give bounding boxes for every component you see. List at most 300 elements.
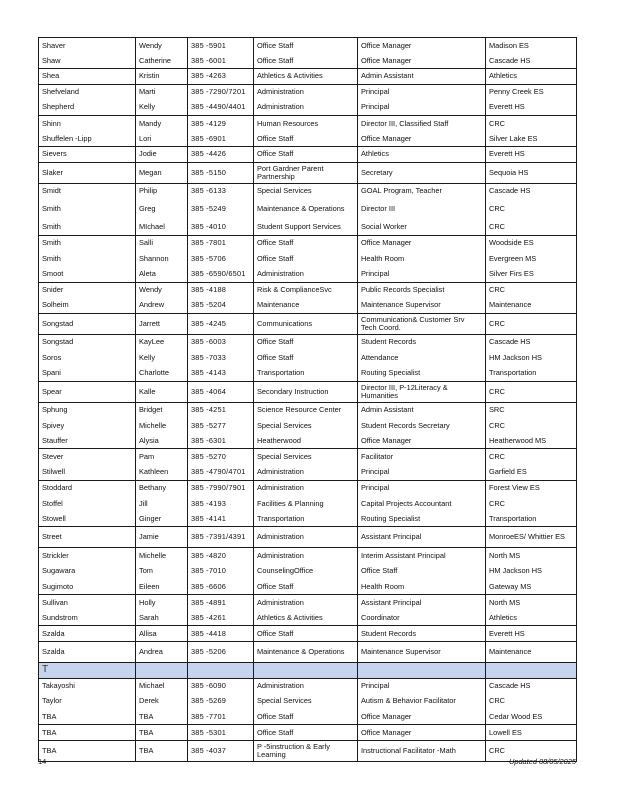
last-name-cell: Sugimoto — [39, 579, 136, 595]
first-name-cell: KayLee — [136, 334, 188, 350]
department-cell: Administration — [254, 100, 358, 116]
job-title-cell: Office Manager — [358, 38, 486, 54]
job-title-cell: Secretary — [358, 162, 486, 183]
department-cell: Administration — [254, 548, 358, 564]
phone-cell: 385 -6001 — [188, 53, 254, 69]
location-cell: SRC — [486, 402, 577, 418]
department-cell: Office Staff — [254, 725, 358, 741]
location-cell: Lowell ES — [486, 725, 577, 741]
phone-cell: 385 -4820 — [188, 548, 254, 564]
location-cell: Everett HS — [486, 147, 577, 163]
first-name-cell: Michael — [136, 678, 188, 694]
department-cell: Special Services — [254, 449, 358, 465]
table-row — [39, 564, 577, 580]
location-cell: Transportation — [486, 511, 577, 527]
job-title-cell: Public Records Specialist — [358, 282, 486, 298]
last-name-cell: Shepherd — [39, 100, 136, 116]
job-title-cell: Attendance — [358, 350, 486, 366]
table-row — [39, 84, 577, 100]
last-name-cell: Shuffelen -Lipp — [39, 131, 136, 147]
table-row — [39, 694, 577, 710]
location-cell: HM Jackson HS — [486, 564, 577, 580]
job-title-cell: Office Manager — [358, 709, 486, 725]
first-name-cell: Sarah — [136, 610, 188, 626]
location-cell: CRC — [486, 381, 577, 402]
first-name-cell: Wendy — [136, 282, 188, 298]
table-row — [39, 147, 577, 163]
department-cell: Administration — [254, 678, 358, 694]
first-name-cell: Shannon — [136, 251, 188, 267]
table-row — [39, 199, 577, 220]
department-cell: Athletics & Activities — [254, 610, 358, 626]
first-name-cell: TBA — [136, 725, 188, 741]
job-title-cell: Student Records — [358, 334, 486, 350]
last-name-cell: TBA — [39, 725, 136, 741]
first-name-cell: Kalle — [136, 381, 188, 402]
last-name-cell: Smoot — [39, 267, 136, 283]
department-cell: Administration — [254, 527, 358, 548]
job-title-cell: Routing Specialist — [358, 366, 486, 382]
location-cell: CRC — [486, 694, 577, 710]
first-name-cell: Philip — [136, 183, 188, 199]
job-title-cell: Athletics — [358, 147, 486, 163]
job-title-cell: Health Room — [358, 251, 486, 267]
first-name-cell: Bridget — [136, 402, 188, 418]
location-cell: CRC — [486, 313, 577, 334]
location-cell: Cascade HS — [486, 334, 577, 350]
last-name-cell: Shaw — [39, 53, 136, 69]
last-name-cell: Solheim — [39, 298, 136, 314]
phone-cell: 385 -5249 — [188, 199, 254, 220]
first-name-cell: Marti — [136, 84, 188, 100]
staff-directory — [38, 37, 576, 762]
first-name-cell: TBA — [136, 740, 188, 761]
phone-cell: 385 -4064 — [188, 381, 254, 402]
job-title-cell: Principal — [358, 267, 486, 283]
phone-cell: 385 -6606 — [188, 579, 254, 595]
phone-cell: 385 -7990/7901 — [188, 480, 254, 496]
job-title-cell — [358, 663, 486, 679]
table-row — [39, 678, 577, 694]
location-cell: Everett HS — [486, 626, 577, 642]
job-title-cell: Interim Assistant Principal — [358, 548, 486, 564]
job-title-cell: Principal — [358, 465, 486, 481]
phone-cell: 385 -7033 — [188, 350, 254, 366]
section-divider-row — [39, 663, 577, 679]
table-row — [39, 350, 577, 366]
location-cell: CRC — [486, 740, 577, 761]
department-cell: Office Staff — [254, 350, 358, 366]
last-name-cell: TBA — [39, 709, 136, 725]
last-name-cell: Stever — [39, 449, 136, 465]
last-name-cell: Stoffel — [39, 496, 136, 512]
page-number: 14 — [38, 757, 47, 766]
first-name-cell: Tom — [136, 564, 188, 580]
job-title-cell: Health Room — [358, 579, 486, 595]
department-cell: Administration — [254, 465, 358, 481]
job-title-cell: Maintenance Supervisor — [358, 298, 486, 314]
department-cell: Science Resource Center — [254, 402, 358, 418]
department-cell: Port Gardner Parent Partnership — [254, 162, 358, 183]
location-cell: Heatherwood MS — [486, 433, 577, 449]
location-cell: CRC — [486, 282, 577, 298]
table-row — [39, 642, 577, 663]
phone-cell: 385 -7010 — [188, 564, 254, 580]
job-title-cell: Office Manager — [358, 433, 486, 449]
phone-cell: 385 -5206 — [188, 642, 254, 663]
phone-cell: 385 -5270 — [188, 449, 254, 465]
department-cell: Office Staff — [254, 131, 358, 147]
table-row — [39, 131, 577, 147]
table-row — [39, 725, 577, 741]
table-row — [39, 183, 577, 199]
job-title-cell: Facilitator — [358, 449, 486, 465]
location-cell: Cascade HS — [486, 678, 577, 694]
location-cell: HM Jackson HS — [486, 350, 577, 366]
table-row — [39, 527, 577, 548]
job-title-cell: Office Manager — [358, 131, 486, 147]
location-cell: Garfield ES — [486, 465, 577, 481]
table-row — [39, 69, 577, 85]
last-name-cell: Smith — [39, 251, 136, 267]
table-row — [39, 115, 577, 131]
first-name-cell: Kathleen — [136, 465, 188, 481]
phone-cell: 385 -6901 — [188, 131, 254, 147]
first-name-cell: Allisa — [136, 626, 188, 642]
department-cell: Office Staff — [254, 38, 358, 54]
last-name-cell: Sundstrom — [39, 610, 136, 626]
location-cell: North MS — [486, 595, 577, 611]
first-name-cell: Pam — [136, 449, 188, 465]
first-name-cell: Charlotte — [136, 366, 188, 382]
location-cell: Cascade HS — [486, 53, 577, 69]
first-name-cell: Andrew — [136, 298, 188, 314]
department-cell: Student Support Services — [254, 220, 358, 236]
location-cell: Athletics — [486, 610, 577, 626]
location-cell: Gateway MS — [486, 579, 577, 595]
job-title-cell: Capital Projects Accountant — [358, 496, 486, 512]
location-cell: MonroeES/ Whittier ES — [486, 527, 577, 548]
department-cell: Special Services — [254, 418, 358, 434]
first-name-cell: Jodie — [136, 147, 188, 163]
last-name-cell: Takayoshi — [39, 678, 136, 694]
department-cell: Administration — [254, 84, 358, 100]
phone-cell: 385 -5706 — [188, 251, 254, 267]
department-cell: Maintenance & Operations — [254, 642, 358, 663]
phone-cell: 385 -4129 — [188, 115, 254, 131]
first-name-cell: Bethany — [136, 480, 188, 496]
department-cell: Office Staff — [254, 251, 358, 267]
location-cell: Madison ES — [486, 38, 577, 54]
first-name-cell: Jarrett — [136, 313, 188, 334]
first-name-cell: Kelly — [136, 100, 188, 116]
department-cell: Heatherwood — [254, 433, 358, 449]
table-row — [39, 595, 577, 611]
phone-cell: 385 -4245 — [188, 313, 254, 334]
department-cell: P -5instruction & Early Learning — [254, 740, 358, 761]
table-row — [39, 579, 577, 595]
table-row — [39, 548, 577, 564]
location-cell: Cascade HS — [486, 183, 577, 199]
job-title-cell: Office Manager — [358, 53, 486, 69]
department-cell: Maintenance — [254, 298, 358, 314]
directory-rows — [39, 38, 577, 762]
department-cell: CounselingOffice — [254, 564, 358, 580]
table-row — [39, 53, 577, 69]
location-cell: Penny Creek ES — [486, 84, 577, 100]
department-cell: Secondary Instruction — [254, 381, 358, 402]
last-name-cell: Sugawara — [39, 564, 136, 580]
department-cell: Office Staff — [254, 235, 358, 251]
table-row — [39, 251, 577, 267]
phone-cell: 385 -5301 — [188, 725, 254, 741]
table-row — [39, 334, 577, 350]
updated-date: Updated 08/05/2025 — [509, 757, 576, 766]
section-letter: T — [42, 664, 49, 676]
department-cell: Office Staff — [254, 53, 358, 69]
department-cell: Administration — [254, 267, 358, 283]
first-name-cell: Jill — [136, 496, 188, 512]
department-cell: Special Services — [254, 694, 358, 710]
last-name-cell: Szalda — [39, 642, 136, 663]
last-name-cell: Strickler — [39, 548, 136, 564]
job-title-cell: Office Manager — [358, 235, 486, 251]
phone-cell: 385 -7701 — [188, 709, 254, 725]
phone-cell: 385 -4490/4401 — [188, 100, 254, 116]
table-row — [39, 418, 577, 434]
job-title-cell: GOAL Program, Teacher — [358, 183, 486, 199]
location-cell: CRC — [486, 220, 577, 236]
last-name-cell: Songstad — [39, 334, 136, 350]
table-row — [39, 465, 577, 481]
table-row — [39, 282, 577, 298]
first-name-cell — [136, 663, 188, 679]
first-name-cell: Jamie — [136, 527, 188, 548]
job-title-cell: Director III, P-12Literacy & Humanities — [358, 381, 486, 402]
table-row — [39, 496, 577, 512]
location-cell: Athletics — [486, 69, 577, 85]
department-cell: Communications — [254, 313, 358, 334]
location-cell: CRC — [486, 418, 577, 434]
job-title-cell: Autism & Behavior Facilitator — [358, 694, 486, 710]
last-name-cell — [39, 663, 136, 679]
last-name-cell: Smith — [39, 235, 136, 251]
job-title-cell: Director III — [358, 199, 486, 220]
first-name-cell: TBA — [136, 709, 188, 725]
location-cell: Woodside ES — [486, 235, 577, 251]
first-name-cell: Salli — [136, 235, 188, 251]
phone-cell: 385 -6590/6501 — [188, 267, 254, 283]
last-name-cell: Snider — [39, 282, 136, 298]
first-name-cell: Michelle — [136, 548, 188, 564]
last-name-cell: Shefveland — [39, 84, 136, 100]
location-cell: Transportation — [486, 366, 577, 382]
table-row — [39, 313, 577, 334]
table-row — [39, 220, 577, 236]
phone-cell: 385 -6090 — [188, 678, 254, 694]
department-cell: Office Staff — [254, 579, 358, 595]
last-name-cell: Smith — [39, 199, 136, 220]
location-cell: Maintenance — [486, 298, 577, 314]
department-cell: Maintenance & Operations — [254, 199, 358, 220]
job-title-cell: Instructional Facilitator -Math — [358, 740, 486, 761]
phone-cell: 385 -7290/7201 — [188, 84, 254, 100]
department-cell: Human Resources — [254, 115, 358, 131]
table-row — [39, 402, 577, 418]
department-cell: Special Services — [254, 183, 358, 199]
table-row — [39, 267, 577, 283]
last-name-cell: Taylor — [39, 694, 136, 710]
last-name-cell: Smidt — [39, 183, 136, 199]
table-row — [39, 366, 577, 382]
table-row — [39, 480, 577, 496]
phone-cell: 385 -5277 — [188, 418, 254, 434]
phone-cell: 385 -5204 — [188, 298, 254, 314]
last-name-cell: Slaker — [39, 162, 136, 183]
phone-cell: 385 -4251 — [188, 402, 254, 418]
location-cell: CRC — [486, 115, 577, 131]
phone-cell: 385 -6301 — [188, 433, 254, 449]
phone-cell: 385 -4188 — [188, 282, 254, 298]
last-name-cell: Stoddard — [39, 480, 136, 496]
last-name-cell: Songstad — [39, 313, 136, 334]
job-title-cell: Social Worker — [358, 220, 486, 236]
first-name-cell: Aleta — [136, 267, 188, 283]
job-title-cell: Student Records Secretary — [358, 418, 486, 434]
first-name-cell: Andrea — [136, 642, 188, 663]
phone-cell: 385 -4418 — [188, 626, 254, 642]
phone-cell: 385 -5901 — [188, 38, 254, 54]
job-title-cell: Routing Specialist — [358, 511, 486, 527]
department-cell: Office Staff — [254, 147, 358, 163]
first-name-cell: Mandy — [136, 115, 188, 131]
department-cell: Office Staff — [254, 626, 358, 642]
first-name-cell: Eileen — [136, 579, 188, 595]
location-cell: CRC — [486, 449, 577, 465]
phone-cell: 385 -4790/4701 — [188, 465, 254, 481]
job-title-cell: Principal — [358, 100, 486, 116]
table-row — [39, 235, 577, 251]
location-cell: North MS — [486, 548, 577, 564]
table-row — [39, 381, 577, 402]
first-name-cell: MIchael — [136, 220, 188, 236]
location-cell — [486, 663, 577, 679]
department-cell: Facilities & Planning — [254, 496, 358, 512]
table-row — [39, 610, 577, 626]
department-cell: Transportation — [254, 366, 358, 382]
last-name-cell: TBA — [39, 740, 136, 761]
table-row — [39, 626, 577, 642]
table-row — [39, 433, 577, 449]
last-name-cell: Spani — [39, 366, 136, 382]
department-cell: Administration — [254, 480, 358, 496]
job-title-cell: Coordinator — [358, 610, 486, 626]
first-name-cell: Alysia — [136, 433, 188, 449]
last-name-cell: Stilwell — [39, 465, 136, 481]
phone-cell: 385 -4261 — [188, 610, 254, 626]
job-title-cell: Communication& Customer Srv Tech Coord. — [358, 313, 486, 334]
phone-cell: 385 -4263 — [188, 69, 254, 85]
job-title-cell: Principal — [358, 480, 486, 496]
phone-cell: 385 -6003 — [188, 334, 254, 350]
location-cell: CRC — [486, 199, 577, 220]
location-cell: CRC — [486, 496, 577, 512]
table-row — [39, 298, 577, 314]
first-name-cell: Derek — [136, 694, 188, 710]
job-title-cell: Admin Assistant — [358, 69, 486, 85]
phone-cell: 385 -4426 — [188, 147, 254, 163]
location-cell: Evergreen MS — [486, 251, 577, 267]
phone-cell: 385 -4141 — [188, 511, 254, 527]
job-title-cell: Office Manager — [358, 725, 486, 741]
department-cell: Risk & ComplianceSvc — [254, 282, 358, 298]
job-title-cell: Student Records — [358, 626, 486, 642]
first-name-cell: Lori — [136, 131, 188, 147]
location-cell: Everett HS — [486, 100, 577, 116]
department-cell: Transportation — [254, 511, 358, 527]
last-name-cell: Shaver — [39, 38, 136, 54]
department-cell: Administration — [254, 595, 358, 611]
table-row — [39, 709, 577, 725]
last-name-cell: Shinn — [39, 115, 136, 131]
location-cell: Silver Firs ES — [486, 267, 577, 283]
department-cell: Office Staff — [254, 709, 358, 725]
first-name-cell: Catherine — [136, 53, 188, 69]
phone-cell: 385 -4037 — [188, 740, 254, 761]
phone-cell: 385 -4143 — [188, 366, 254, 382]
last-name-cell: Stauffer — [39, 433, 136, 449]
department-cell: Athletics & Activities — [254, 69, 358, 85]
location-cell: Sequoia HS — [486, 162, 577, 183]
phone-cell: 385 -6133 — [188, 183, 254, 199]
job-title-cell: Principal — [358, 678, 486, 694]
phone-cell: 385 -7801 — [188, 235, 254, 251]
job-title-cell: Principal — [358, 84, 486, 100]
table-row — [39, 449, 577, 465]
first-name-cell: Ginger — [136, 511, 188, 527]
first-name-cell: Kristin — [136, 69, 188, 85]
table-row — [39, 162, 577, 183]
last-name-cell: Spivey — [39, 418, 136, 434]
job-title-cell: Maintenance Supervisor — [358, 642, 486, 663]
first-name-cell: Holly — [136, 595, 188, 611]
first-name-cell: Michelle — [136, 418, 188, 434]
last-name-cell: Shea — [39, 69, 136, 85]
last-name-cell: Sievers — [39, 147, 136, 163]
job-title-cell: Assistant Principal — [358, 595, 486, 611]
department-cell: Office Staff — [254, 334, 358, 350]
department-cell — [254, 663, 358, 679]
job-title-cell: Director III, Classified Staff — [358, 115, 486, 131]
phone-cell: 385 -5150 — [188, 162, 254, 183]
first-name-cell: Wendy — [136, 38, 188, 54]
table-row — [39, 38, 577, 54]
last-name-cell: Sullivan — [39, 595, 136, 611]
first-name-cell: Greg — [136, 199, 188, 220]
staff-directory-table — [38, 37, 577, 762]
phone-cell: 385 -4891 — [188, 595, 254, 611]
phone-cell: 385 -5269 — [188, 694, 254, 710]
last-name-cell: Szalda — [39, 626, 136, 642]
table-row — [39, 100, 577, 116]
last-name-cell: Stowell — [39, 511, 136, 527]
last-name-cell: Smith — [39, 220, 136, 236]
table-row — [39, 511, 577, 527]
location-cell: Forest View ES — [486, 480, 577, 496]
phone-cell: 385 -4010 — [188, 220, 254, 236]
last-name-cell: Street — [39, 527, 136, 548]
location-cell: Cedar Wood ES — [486, 709, 577, 725]
